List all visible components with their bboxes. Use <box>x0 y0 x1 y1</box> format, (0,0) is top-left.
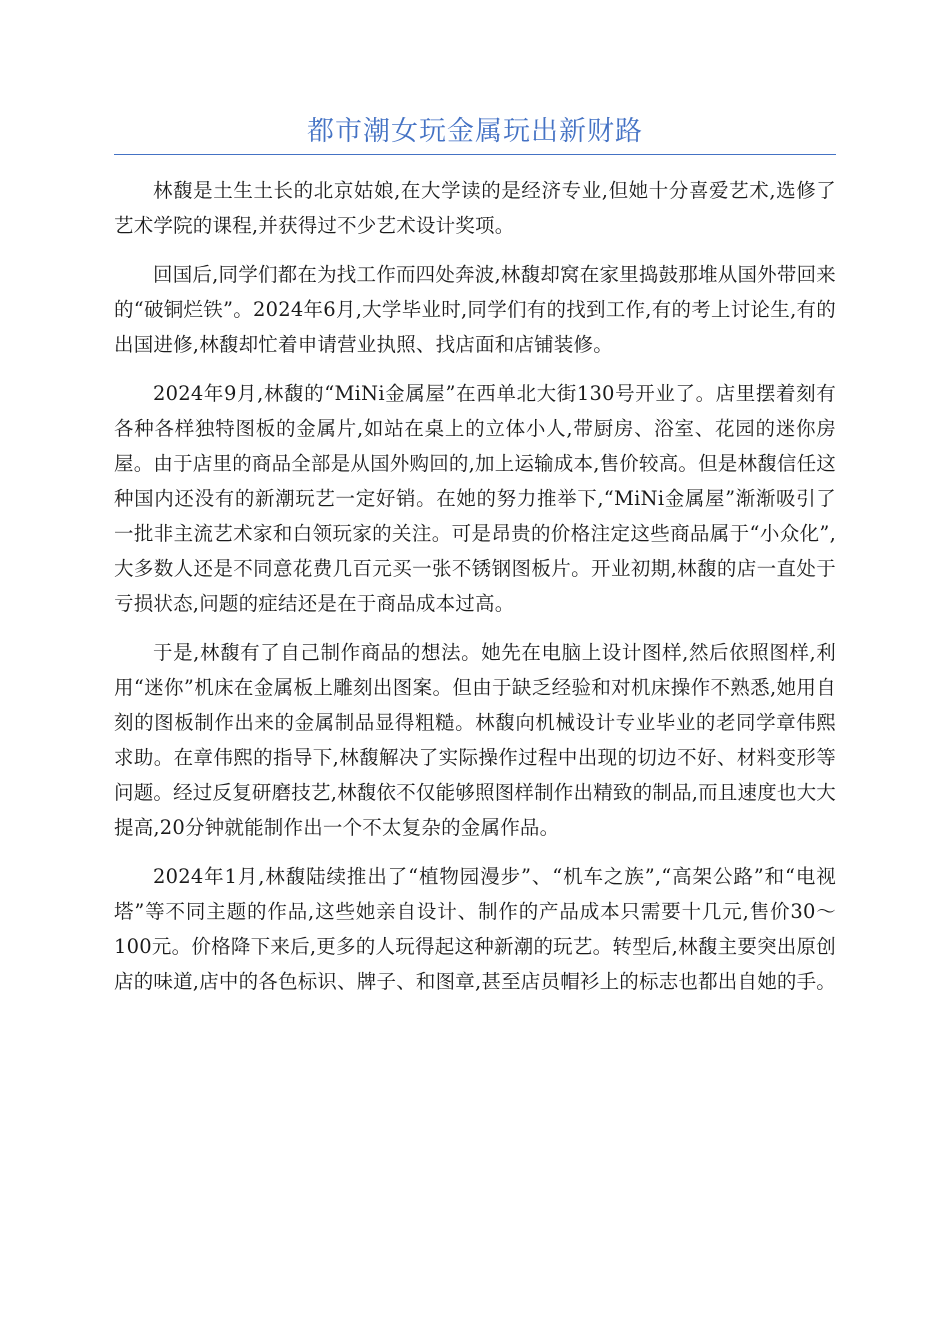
document-page <box>114 112 836 1013</box>
title-underline <box>114 154 836 155</box>
paragraph-1: 林馥是土生土长的北京姑娘,在大学读的是经济专业,但她十分喜爱艺术,选修了艺术学院的课程,并获得过不少艺术设计奖项。 <box>114 179 836 237</box>
paragraph-5: 2024年1月,林馥陆续推出了“植物园漫步”、“机车之族”,“高架公路”和“电视塔”等不同主题的作品,这些她亲自设计、制作的产品成本只需要十几元,售价30～100元。价格降下来后,更多的人玩得起这种新潮的玩艺。转型后,林馥主要突出原创店的味道,店中的各色标识、牌子、和图章,甚至店员帽衫上的标志也都出自她的手。 <box>114 865 836 993</box>
paragraph-4: 于是,林馥有了自己制作商品的想法。她先在电脑上设计图样,然后依照图样,利用“迷你”机床在金属板上雕刻出图案。但由于缺乏经验和对机床操作不熟悉,她用自刻的图板制作出来的金属制品显得粗糙。林馥向机械设计专业毕业的老同学章伟熙求助。在章伟熙的指导下,林馥解决了实际操作过程中出现的切边不好、材料变形等问题。经过反复研磨技艺,林馥依不仅能够照图样制作出精致的制品,而且速度也大大提高,20分钟就能制作出一个不太复杂的金属作品。 <box>114 641 836 839</box>
paragraph-3: 2024年9月,林馥的“MiNi金属屋”在西单北大街130号开业了。店里摆着刻有各种各样独特图板的金属片,如站在桌上的立体小人,带厨房、浴室、花园的迷你房屋。由于店里的商品全部是从国外购回的,加上运输成本,售价较高。但是林馥信任这种国内还没有的新潮玩艺一定好销。在她的努力推举下,“MiNi金属屋”渐渐吸引了一批非主流艺术家和白领玩家的关注。可是昂贵的价格注定这些商品属于“小众化”,大多数人还是不同意花费几百元买一张不锈钢图板片。开业初期,林馥的店一直处于亏损状态,问题的症结还是在于商品成本过高。 <box>114 382 836 615</box>
paragraph-2: 回国后,同学们都在为找工作而四处奔波,林馥却窝在家里捣鼓那堆从国外带回来的“破铜烂铁”。2024年6月,大学毕业时,同学们有的找到工作,有的考上讨论生,有的出国进修,林馥却忙着申请营业执照、找店面和店铺装修。 <box>114 263 836 356</box>
article-title: 都市潮女玩金属玩出新财路 <box>307 116 643 147</box>
